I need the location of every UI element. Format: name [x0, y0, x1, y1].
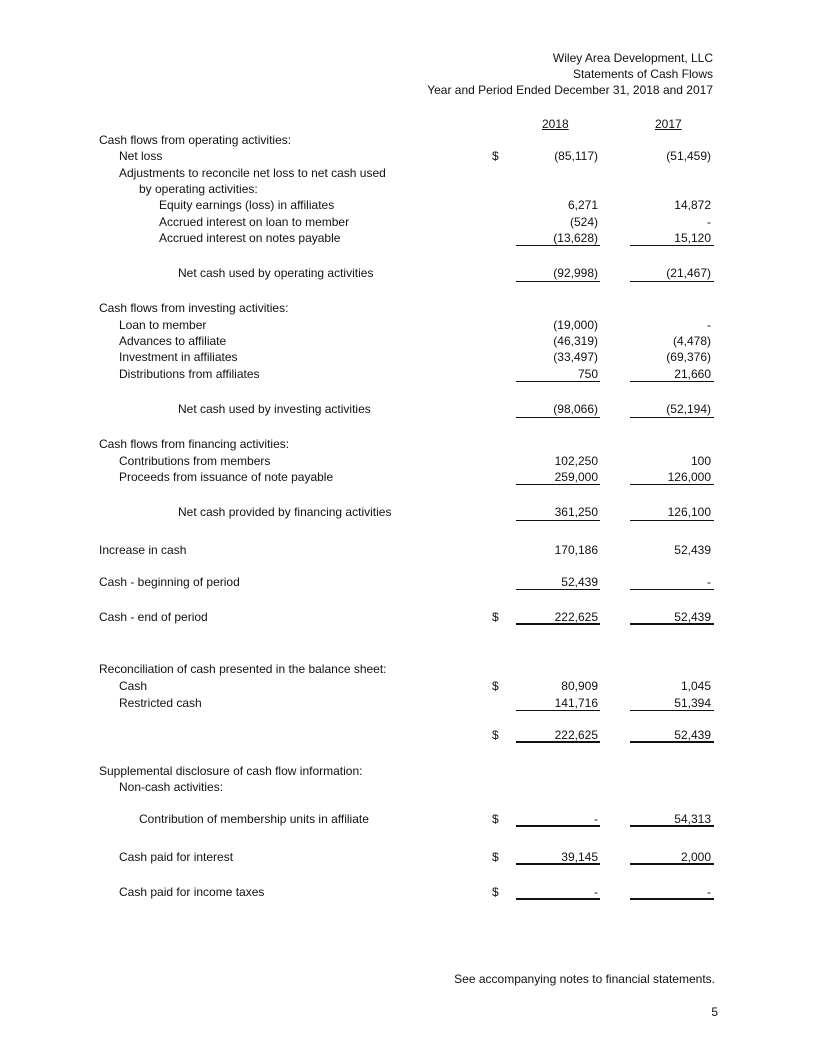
operating-heading: Cash flows from operating activities: — [99, 133, 292, 147]
cash-end-label: Cash - end of period — [99, 610, 208, 624]
contributions-2018: 102,250 — [554, 454, 598, 468]
subtotal-rule — [630, 589, 714, 590]
reconciliation-total-2017: 52,439 — [674, 728, 711, 742]
financing-heading: Cash flows from financing activities: — [99, 437, 290, 451]
contributions-2017: 100 — [690, 454, 711, 468]
loan-to-member-2017: - — [707, 318, 711, 332]
subtotal-rule — [516, 710, 600, 711]
double-total-rule — [516, 825, 600, 827]
double-total-rule — [630, 863, 714, 865]
subtotal-rule — [630, 484, 714, 485]
taxes-paid-2018: - — [594, 885, 598, 899]
double-total-rule — [516, 623, 600, 625]
dollar-sign: $ — [492, 885, 499, 899]
statement-title: Statements of Cash Flows — [572, 67, 713, 81]
reconciliation-heading: Reconciliation of cash presented in the balance sheet: — [99, 662, 387, 676]
net-cash-investing-label: Net cash used by investing activities — [178, 402, 371, 416]
total-rule — [630, 417, 714, 418]
total-rule — [516, 520, 600, 521]
double-total-rule — [516, 863, 600, 865]
loan-to-member-label: Loan to member — [119, 318, 207, 332]
equity-earnings-2017: 14,872 — [674, 198, 711, 212]
equity-earnings-2018: 6,271 — [567, 198, 598, 212]
contributions-label: Contributions from members — [119, 454, 271, 468]
increase-in-cash-label: Increase in cash — [99, 543, 187, 557]
subtotal-rule — [516, 589, 600, 590]
proceeds-2017: 126,000 — [667, 470, 711, 484]
column-header-2017: 2017 — [655, 117, 682, 131]
distributions-2017: 21,660 — [674, 367, 711, 381]
proceeds-label: Proceeds from issuance of note payable — [119, 470, 334, 484]
statement-period: Year and Period Ended December 31, 2018 and 2017 — [427, 83, 713, 97]
subtotal-rule — [630, 245, 714, 246]
dollar-sign: $ — [492, 679, 499, 693]
interest-paid-2018: 39,145 — [561, 850, 598, 864]
loan-to-member-2018: (19,000) — [553, 318, 598, 332]
equity-earnings-label: Equity earnings (loss) in affiliates — [159, 198, 335, 212]
total-rule — [630, 520, 714, 521]
net-cash-operating-label: Net cash used by operating activities — [178, 266, 374, 280]
interest-paid-label: Cash paid for interest — [119, 850, 234, 864]
dollar-sign: $ — [492, 850, 499, 864]
cash-beginning-2017: - — [707, 575, 711, 589]
net-loss-2017: (51,459) — [666, 149, 711, 163]
noncash-heading: Non-cash activities: — [119, 780, 224, 794]
total-rule — [516, 281, 600, 282]
double-total-rule — [516, 898, 600, 900]
restricted-cash-label: Restricted cash — [119, 696, 202, 710]
dollar-sign: $ — [492, 812, 499, 826]
dollar-sign: $ — [492, 728, 499, 742]
net-cash-financing-label: Net cash provided by financing activities — [178, 505, 392, 519]
subtotal-rule — [516, 245, 600, 246]
contribution-units-label: Contribution of membership units in affiliate — [139, 812, 369, 826]
double-total-rule — [516, 741, 600, 743]
adjustments-line2: by operating activities: — [139, 182, 258, 196]
net-loss-2018: (85,117) — [554, 149, 598, 163]
advances-2017: (4,478) — [672, 334, 711, 348]
cash-beginning-label: Cash - beginning of period — [99, 575, 240, 589]
footnote: See accompanying notes to financial statements. — [454, 972, 715, 986]
increase-in-cash-2018: 170,186 — [554, 543, 598, 557]
subtotal-rule — [630, 710, 714, 711]
net-cash-investing-2017: (52,194) — [666, 402, 711, 416]
taxes-paid-label: Cash paid for income taxes — [119, 885, 265, 899]
accrued-interest-notes-2017: 15,120 — [674, 231, 711, 245]
accrued-interest-notes-2018: (13,628) — [553, 231, 598, 245]
accrued-interest-member-2018: (524) — [569, 215, 598, 229]
cash-end-2017: 52,439 — [674, 610, 711, 624]
net-loss-label: Net loss — [119, 149, 163, 163]
investment-label: Investment in affiliates — [119, 350, 238, 364]
double-total-rule — [630, 741, 714, 743]
advances-label: Advances to affiliate — [119, 334, 227, 348]
cash-2017: 1,045 — [680, 679, 711, 693]
supplemental-heading: Supplemental disclosure of cash flow information: — [99, 764, 363, 778]
net-cash-investing-2018: (98,066) — [553, 402, 598, 416]
investment-2017: (69,376) — [666, 350, 711, 364]
column-header-2018: 2018 — [542, 117, 569, 131]
subtotal-rule — [516, 484, 600, 485]
total-rule — [516, 417, 600, 418]
increase-in-cash-2017: 52,439 — [674, 543, 711, 557]
taxes-paid-2017: - — [707, 885, 711, 899]
interest-paid-2017: 2,000 — [680, 850, 711, 864]
net-cash-operating-2017: (21,467) — [666, 266, 711, 280]
restricted-cash-2017: 51,394 — [674, 696, 711, 710]
proceeds-2018: 259,000 — [554, 470, 598, 484]
distributions-2018: 750 — [577, 367, 598, 381]
cash-label: Cash — [119, 679, 148, 693]
double-total-rule — [630, 825, 714, 827]
cash-2018: 80,909 — [561, 679, 598, 693]
cash-end-2018: 222,625 — [554, 610, 598, 624]
investing-heading: Cash flows from investing activities: — [99, 301, 289, 315]
net-cash-financing-2017: 126,100 — [667, 505, 711, 519]
company-name: Wiley Area Development, LLC — [552, 51, 713, 65]
advances-2018: (46,319) — [553, 334, 598, 348]
accrued-interest-notes-label: Accrued interest on notes payable — [159, 231, 341, 245]
adjustments-line1: Adjustments to reconcile net loss to net cash used — [119, 166, 386, 180]
cash-beginning-2018: 52,439 — [561, 575, 598, 589]
net-cash-operating-2018: (92,998) — [553, 266, 598, 280]
double-total-rule — [630, 623, 714, 625]
subtotal-rule — [516, 381, 600, 382]
contribution-units-2018: - — [594, 812, 598, 826]
subtotal-rule — [630, 381, 714, 382]
distributions-label: Distributions from affiliates — [119, 367, 260, 381]
accrued-interest-member-label: Accrued interest on loan to member — [159, 215, 350, 229]
reconciliation-total-2018: 222,625 — [554, 728, 598, 742]
restricted-cash-2018: 141,716 — [554, 696, 598, 710]
total-rule — [630, 281, 714, 282]
dollar-sign: $ — [492, 149, 499, 163]
double-total-rule — [630, 898, 714, 900]
accrued-interest-member-2017: - — [707, 215, 711, 229]
contribution-units-2017: 54,313 — [674, 812, 711, 826]
page-number: 5 — [711, 1005, 718, 1019]
dollar-sign: $ — [492, 610, 499, 624]
net-cash-financing-2018: 361,250 — [554, 505, 598, 519]
investment-2018: (33,497) — [553, 350, 598, 364]
